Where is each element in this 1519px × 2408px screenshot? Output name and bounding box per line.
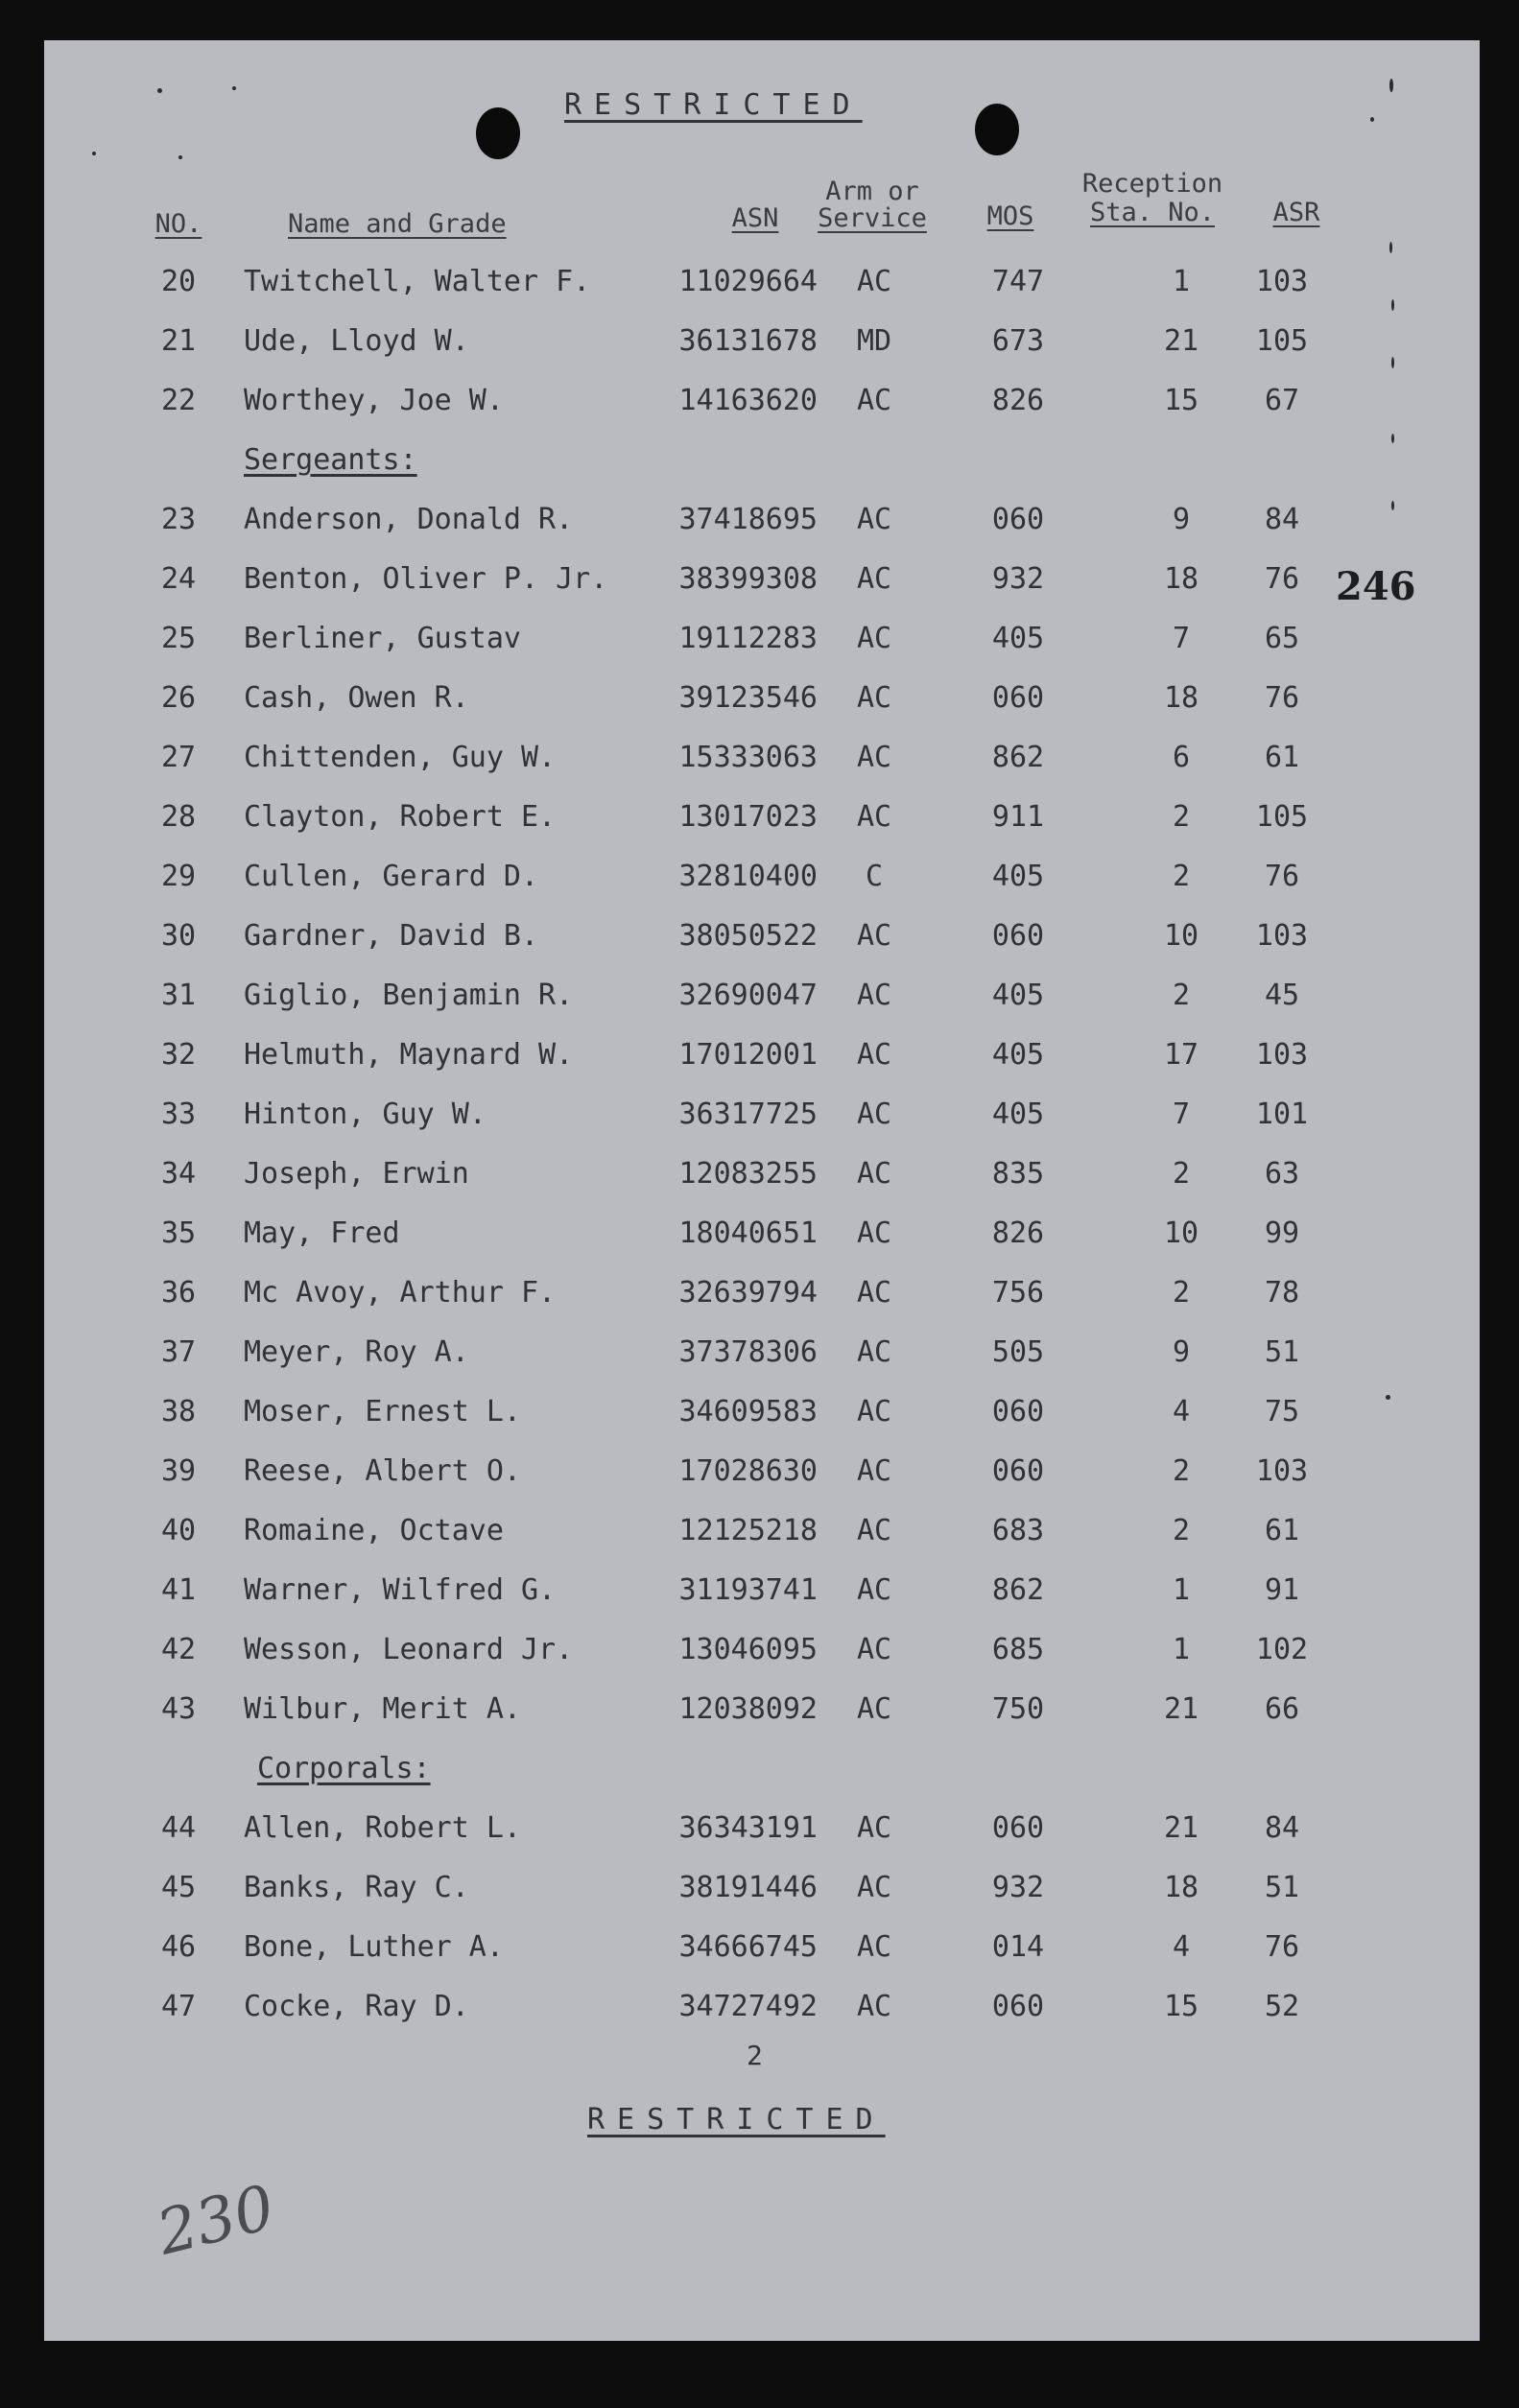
reception-station: 21: [1163, 1692, 1199, 1726]
reception-station: 21: [1163, 324, 1199, 358]
name-and-grade: Clayton, Robert E.: [244, 800, 557, 834]
asr: 91: [1264, 1573, 1300, 1607]
row-number: 33: [160, 1098, 197, 1131]
asr: 66: [1264, 1692, 1300, 1726]
column-header-reception-line2: Sta. No.: [1089, 198, 1216, 227]
asr: 99: [1264, 1216, 1300, 1250]
arm-or-service: AC: [856, 1276, 892, 1310]
arm-or-service: AC: [856, 919, 892, 953]
asr: 52: [1264, 1990, 1300, 2023]
asn: 17028630: [678, 1454, 818, 1488]
table-row: [44, 1871, 1480, 1909]
handwritten-note: 230: [150, 2172, 282, 2270]
arm-or-service: AC: [856, 1811, 892, 1845]
table-row: [44, 681, 1480, 720]
reception-station: 9: [1172, 503, 1191, 536]
row-number: 39: [160, 1454, 197, 1488]
asn: 12083255: [678, 1157, 818, 1191]
column-header-reception-line1: Reception: [1081, 169, 1223, 199]
mos: 060: [991, 503, 1045, 536]
name-and-grade: Ude, Lloyd W.: [244, 324, 469, 358]
table-row: [44, 1335, 1480, 1374]
name-and-grade: Banks, Ray C.: [244, 1871, 469, 1904]
arm-or-service: MD: [856, 324, 892, 358]
page-number: 2: [747, 2040, 763, 2071]
reception-station: 2: [1172, 800, 1191, 834]
reception-station: 6: [1172, 741, 1191, 774]
asn: 38191446: [678, 1871, 818, 1904]
mos: 405: [991, 622, 1045, 655]
asr: 103: [1255, 919, 1309, 953]
mos: 932: [991, 562, 1045, 596]
reception-station: 18: [1163, 681, 1199, 715]
name-and-grade: Joseph, Erwin: [244, 1157, 469, 1191]
asn: 12125218: [678, 1514, 818, 1547]
mos: 756: [991, 1276, 1045, 1310]
name-and-grade: Giglio, Benjamin R.: [244, 979, 574, 1012]
mos: 826: [991, 1216, 1045, 1250]
arm-or-service: AC: [856, 979, 892, 1012]
mos: 060: [991, 919, 1045, 953]
asn: 32690047: [678, 979, 818, 1012]
header-restricted-marking: RESTRICTED: [564, 88, 863, 122]
name-and-grade: Bone, Luther A.: [244, 1930, 504, 1964]
mos: 685: [991, 1633, 1045, 1666]
asn: 34666745: [678, 1930, 818, 1964]
asn: 17012001: [678, 1038, 818, 1072]
table-row: [44, 503, 1480, 541]
arm-or-service: AC: [856, 1990, 892, 2023]
row-number: 22: [160, 384, 197, 417]
name-and-grade: Moser, Ernest L.: [244, 1395, 521, 1428]
name-and-grade: Wilbur, Merit A.: [244, 1692, 521, 1726]
row-number: 41: [160, 1573, 197, 1607]
speck: [178, 155, 182, 159]
asn: 39123546: [678, 681, 818, 715]
arm-or-service: AC: [856, 1335, 892, 1369]
table-row: [44, 1514, 1480, 1552]
asr: 103: [1255, 265, 1309, 298]
table-row: [44, 1811, 1480, 1850]
arm-or-service: AC: [856, 265, 892, 298]
asn: 37418695: [678, 503, 818, 536]
asr: 105: [1255, 800, 1309, 834]
arm-or-service: AC: [856, 1454, 892, 1488]
row-number: 43: [160, 1692, 197, 1726]
asn: 36317725: [678, 1098, 818, 1131]
reception-station: 9: [1172, 1335, 1191, 1369]
asr: 103: [1255, 1454, 1309, 1488]
speck: [157, 88, 162, 93]
asr: 76: [1264, 562, 1300, 596]
asn: 36343191: [678, 1811, 818, 1845]
table-row: [44, 384, 1480, 422]
asn: 36131678: [678, 324, 818, 358]
asr: 76: [1264, 860, 1300, 893]
table-row: [44, 1930, 1480, 1969]
name-and-grade: Worthey, Joe W.: [244, 384, 504, 417]
asn: 19112283: [678, 622, 818, 655]
speck: [1391, 434, 1394, 443]
mos: 932: [991, 1871, 1045, 1904]
stamped-page-number: 246: [1336, 564, 1416, 609]
mos: 826: [991, 384, 1045, 417]
asr: 51: [1264, 1335, 1300, 1369]
arm-or-service: AC: [856, 1633, 892, 1666]
row-number: 23: [160, 503, 197, 536]
mos: 405: [991, 860, 1045, 893]
arm-or-service: AC: [856, 1157, 892, 1191]
table-row: [44, 1633, 1480, 1671]
asr: 76: [1264, 681, 1300, 715]
row-number: 37: [160, 1335, 197, 1369]
name-and-grade: Berliner, Gustav: [244, 622, 521, 655]
speck: [1370, 117, 1374, 122]
row-number: 25: [160, 622, 197, 655]
punch-hole-right: [975, 104, 1019, 155]
row-number: 47: [160, 1990, 197, 2023]
section-heading-corporals: Corporals:: [257, 1752, 431, 1785]
row-number: 38: [160, 1395, 197, 1428]
table-row: [44, 1692, 1480, 1731]
footer-restricted-marking: RESTRICTED: [587, 2103, 886, 2137]
speck: [92, 152, 96, 155]
reception-station: 7: [1172, 622, 1191, 655]
name-and-grade: Allen, Robert L.: [244, 1811, 521, 1845]
name-and-grade: Mc Avoy, Arthur F.: [244, 1276, 557, 1310]
table-row: [44, 1276, 1480, 1314]
asn: 13046095: [678, 1633, 818, 1666]
asr: 75: [1264, 1395, 1300, 1428]
table-row: [44, 1454, 1480, 1493]
asn: 38399308: [678, 562, 818, 596]
column-header-mos: MOS: [986, 201, 1034, 231]
arm-or-service: AC: [856, 1871, 892, 1904]
reception-station: 4: [1172, 1930, 1191, 1964]
column-header-arm-line2: Service: [818, 203, 927, 233]
name-and-grade: Cullen, Gerard D.: [244, 860, 539, 893]
name-and-grade: Warner, Wilfred G.: [244, 1573, 557, 1607]
asn: 32810400: [678, 860, 818, 893]
table-row: [44, 562, 1480, 601]
asr: 102: [1255, 1633, 1309, 1666]
table-row: [44, 1395, 1480, 1433]
mos: 747: [991, 265, 1045, 298]
asn: 14163620: [678, 384, 818, 417]
mos: 911: [991, 800, 1045, 834]
table-row: [44, 919, 1480, 957]
arm-or-service: AC: [856, 503, 892, 536]
table-row: [44, 324, 1480, 363]
asr: 65: [1264, 622, 1300, 655]
arm-or-service: AC: [856, 1216, 892, 1250]
table-row: [44, 1216, 1480, 1255]
table-row: [44, 622, 1480, 660]
mos: 405: [991, 979, 1045, 1012]
reception-station: 1: [1172, 1633, 1191, 1666]
name-and-grade: Meyer, Roy A.: [244, 1335, 469, 1369]
mos: 505: [991, 1335, 1045, 1369]
mos: 405: [991, 1038, 1045, 1072]
name-and-grade: Chittenden, Guy W.: [244, 741, 557, 774]
arm-or-service: AC: [856, 1038, 892, 1072]
name-and-grade: Cocke, Ray D.: [244, 1990, 469, 2023]
reception-station: 1: [1172, 265, 1191, 298]
asr: 76: [1264, 1930, 1300, 1964]
reception-station: 2: [1172, 979, 1191, 1012]
table-row: [44, 1990, 1480, 2028]
row-number: 21: [160, 324, 197, 358]
reception-station: 15: [1163, 1990, 1199, 2023]
reception-station: 21: [1163, 1811, 1199, 1845]
column-header-arm-line1: Arm or: [825, 177, 919, 206]
reception-station: 2: [1172, 1157, 1191, 1191]
asn: 31193741: [678, 1573, 818, 1607]
mos: 683: [991, 1514, 1045, 1547]
name-and-grade: May, Fred: [244, 1216, 400, 1250]
arm-or-service: AC: [856, 741, 892, 774]
asn: 11029664: [678, 265, 818, 298]
reception-station: 15: [1163, 384, 1199, 417]
name-and-grade: Twitchell, Walter F.: [244, 265, 591, 298]
table-row: [44, 1098, 1480, 1136]
document-page: [44, 40, 1480, 2341]
row-number: 46: [160, 1930, 197, 1964]
asn: 13017023: [678, 800, 818, 834]
asr: 101: [1255, 1098, 1309, 1131]
row-number: 26: [160, 681, 197, 715]
name-and-grade: Cash, Owen R.: [244, 681, 469, 715]
speck: [232, 86, 236, 90]
row-number: 40: [160, 1514, 197, 1547]
table-row: [44, 800, 1480, 838]
asr: 45: [1264, 979, 1300, 1012]
asr: 67: [1264, 384, 1300, 417]
arm-or-service: AC: [856, 1395, 892, 1428]
asr: 63: [1264, 1157, 1300, 1191]
table-row: [44, 860, 1480, 898]
reception-station: 18: [1163, 1871, 1199, 1904]
arm-or-service: AC: [856, 681, 892, 715]
asn: 32639794: [678, 1276, 818, 1310]
section-heading-sergeants: Sergeants:: [244, 443, 417, 477]
row-number: 32: [160, 1038, 197, 1072]
arm-or-service: AC: [856, 562, 892, 596]
reception-station: 17: [1163, 1038, 1199, 1072]
reception-station: 2: [1172, 860, 1191, 893]
speck: [1389, 79, 1393, 92]
reception-station: 7: [1172, 1098, 1191, 1131]
column-header-asr: ASR: [1272, 198, 1320, 227]
column-header-no: NO.: [154, 209, 202, 239]
arm-or-service: AC: [856, 800, 892, 834]
arm-or-service: AC: [856, 384, 892, 417]
column-header-asn: ASN: [731, 203, 779, 233]
asr: 84: [1264, 1811, 1300, 1845]
punch-hole-left: [476, 107, 520, 159]
row-number: 27: [160, 741, 197, 774]
name-and-grade: Anderson, Donald R.: [244, 503, 574, 536]
row-number: 24: [160, 562, 197, 596]
reception-station: 2: [1172, 1454, 1191, 1488]
asr: 84: [1264, 503, 1300, 536]
reception-station: 18: [1163, 562, 1199, 596]
row-number: 29: [160, 860, 197, 893]
asn: 12038092: [678, 1692, 818, 1726]
column-header-name-grade: Name and Grade: [288, 209, 507, 239]
arm-or-service: C: [865, 860, 884, 893]
mos: 750: [991, 1692, 1045, 1726]
name-and-grade: Romaine, Octave: [244, 1514, 504, 1547]
table-row: [44, 1038, 1480, 1076]
row-number: 35: [160, 1216, 197, 1250]
arm-or-service: AC: [856, 1692, 892, 1726]
asn: 34609583: [678, 1395, 818, 1428]
row-number: 42: [160, 1633, 197, 1666]
reception-station: 2: [1172, 1514, 1191, 1547]
asn: 34727492: [678, 1990, 818, 2023]
name-and-grade: Reese, Albert O.: [244, 1454, 521, 1488]
asr: 105: [1255, 324, 1309, 358]
arm-or-service: AC: [856, 1098, 892, 1131]
row-number: 45: [160, 1871, 197, 1904]
mos: 862: [991, 741, 1045, 774]
table-row: [44, 1573, 1480, 1612]
reception-station: 10: [1163, 1216, 1199, 1250]
mos: 835: [991, 1157, 1045, 1191]
name-and-grade: Helmuth, Maynard W.: [244, 1038, 574, 1072]
asr: 103: [1255, 1038, 1309, 1072]
row-number: 28: [160, 800, 197, 834]
mos: 060: [991, 1454, 1045, 1488]
mos: 060: [991, 1395, 1045, 1428]
mos: 060: [991, 1990, 1045, 2023]
arm-or-service: AC: [856, 1573, 892, 1607]
table-row: [44, 741, 1480, 779]
speck: [1389, 242, 1392, 253]
name-and-grade: Gardner, David B.: [244, 919, 539, 953]
name-and-grade: Benton, Oliver P. Jr.: [244, 562, 608, 596]
mos: 060: [991, 1811, 1045, 1845]
row-number: 31: [160, 979, 197, 1012]
asr: 61: [1264, 1514, 1300, 1547]
mos: 014: [991, 1930, 1045, 1964]
name-and-grade: Hinton, Guy W.: [244, 1098, 487, 1131]
name-and-grade: Wesson, Leonard Jr.: [244, 1633, 574, 1666]
reception-station: 2: [1172, 1276, 1191, 1310]
asr: 78: [1264, 1276, 1300, 1310]
mos: 060: [991, 681, 1045, 715]
row-number: 34: [160, 1157, 197, 1191]
arm-or-service: AC: [856, 1514, 892, 1547]
asn: 37378306: [678, 1335, 818, 1369]
row-number: 20: [160, 265, 197, 298]
arm-or-service: AC: [856, 1930, 892, 1964]
asn: 38050522: [678, 919, 818, 953]
row-number: 44: [160, 1811, 197, 1845]
asn: 15333063: [678, 741, 818, 774]
row-number: 30: [160, 919, 197, 953]
mos: 405: [991, 1098, 1045, 1131]
arm-or-service: AC: [856, 622, 892, 655]
table-row: [44, 265, 1480, 303]
mos: 673: [991, 324, 1045, 358]
reception-station: 10: [1163, 919, 1199, 953]
asn: 18040651: [678, 1216, 818, 1250]
row-number: 36: [160, 1276, 197, 1310]
mos: 862: [991, 1573, 1045, 1607]
reception-station: 1: [1172, 1573, 1191, 1607]
reception-station: 4: [1172, 1395, 1191, 1428]
table-row: [44, 979, 1480, 1017]
asr: 61: [1264, 741, 1300, 774]
table-row: [44, 1157, 1480, 1195]
asr: 51: [1264, 1871, 1300, 1904]
